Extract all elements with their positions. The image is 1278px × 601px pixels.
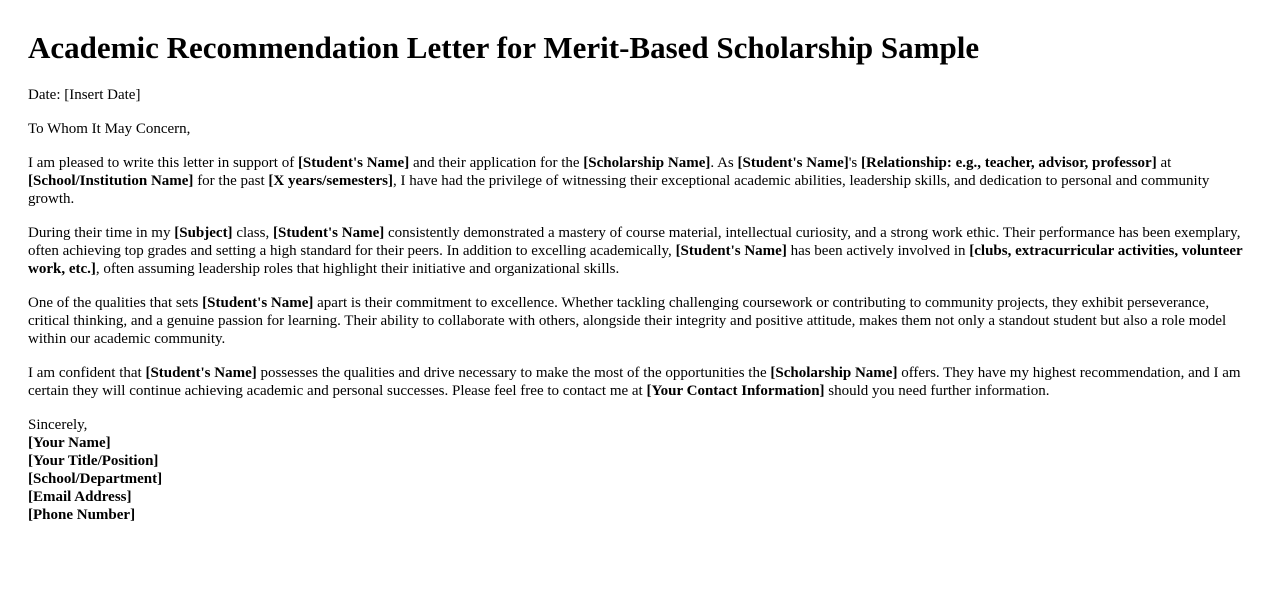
placeholder-field: [Scholarship Name] bbox=[583, 155, 711, 171]
signature-phone: [Phone Number] bbox=[28, 507, 136, 523]
signature-department: [School/Department] bbox=[28, 471, 163, 487]
placeholder-field: [Subject] bbox=[174, 225, 233, 241]
placeholder-field: [Relationship: e.g., teacher, advisor, professor] bbox=[861, 155, 1157, 171]
body-paragraph bbox=[28, 294, 1250, 348]
body-paragraph bbox=[28, 364, 1250, 400]
salutation: To Whom It May Concern, bbox=[28, 121, 191, 137]
letter-body bbox=[28, 154, 1250, 400]
placeholder-field: [Student's Name] bbox=[145, 365, 257, 381]
paragraph-text: has been actively involved in bbox=[786, 243, 970, 259]
page-title: Academic Recommendation Letter for Merit-Based Scholarship Sample bbox=[28, 30, 980, 65]
signature-title: [Your Title/Position] bbox=[28, 453, 159, 469]
placeholder-field: [School/Institution Name] bbox=[28, 173, 194, 189]
paragraph-text: 's bbox=[848, 155, 862, 171]
placeholder-field: [clubs, extracurricular activities, volunteer work, etc.] bbox=[28, 243, 1243, 277]
placeholder-field: [Student's Name] bbox=[737, 155, 849, 171]
body-paragraph bbox=[28, 224, 1250, 278]
paragraph-text: consistently demonstrated a mastery of course material, intellectual curiosity, and a strong work ethic. Their performance has been exemplary, often achieving top grades and setting a high standard for their peers. In addition to excelling academically, bbox=[28, 225, 1241, 259]
paragraph-text: possesses the qualities and drive necessary to make the most of the opportunities the bbox=[256, 365, 771, 381]
signature-email: [Email Address] bbox=[28, 489, 132, 505]
paragraph-text: offers. They have my highest recommendation, and I am certain they will continue achieving academic and personal successes. Please feel free to contact me at bbox=[28, 365, 1241, 399]
paragraph-text: I am confident that bbox=[28, 365, 146, 381]
paragraph-text: class, bbox=[232, 225, 273, 241]
placeholder-field: [Your Contact Information] bbox=[646, 383, 825, 399]
paragraph-text: One of the qualities that sets bbox=[28, 295, 203, 311]
placeholder-field: [Student's Name] bbox=[202, 295, 314, 311]
placeholder-field: [Student's Name] bbox=[675, 243, 787, 259]
signature-name: [Your Name] bbox=[28, 435, 111, 451]
placeholder-field: [Student's Name] bbox=[272, 225, 385, 241]
paragraph-text: apart is their commitment to excellence. Whether tackling challenging coursework or contributing to community projects, they exhibit perseverance, critical thinking, and a genuine passion for learning. Their ability to collaborate with others, alongside their integrity and positive attitude, makes them not only a standout student but also a role model within our academic community. bbox=[28, 295, 1227, 347]
placeholder-field: [X years/semesters] bbox=[268, 173, 393, 189]
placeholder-field: [Scholarship Name] bbox=[770, 365, 898, 381]
paragraph-text: at bbox=[1156, 155, 1172, 171]
paragraph-text: , often assuming leadership roles that highlight their initiative and organizational skills. bbox=[95, 261, 620, 277]
paragraph-text: During their time in my bbox=[28, 225, 175, 241]
paragraph-text: I am pleased to write this letter in support of bbox=[28, 155, 298, 171]
body-paragraph bbox=[28, 154, 1250, 208]
paragraph-text: . As bbox=[710, 155, 738, 171]
closing-block bbox=[28, 416, 1250, 524]
paragraph-text: , I have had the privilege of witnessing their exceptional academic abilities, leadership skills, and dedication to personal and community growth. bbox=[28, 173, 1210, 207]
paragraph-text: should you need further information. bbox=[824, 383, 1050, 399]
paragraph-text: for the past bbox=[193, 173, 269, 189]
date-line: Date: [Insert Date] bbox=[28, 87, 141, 103]
placeholder-field: [Student's Name] bbox=[297, 155, 410, 171]
sign-off: Sincerely, bbox=[28, 417, 88, 433]
paragraph-text: and their application for the bbox=[409, 155, 584, 171]
